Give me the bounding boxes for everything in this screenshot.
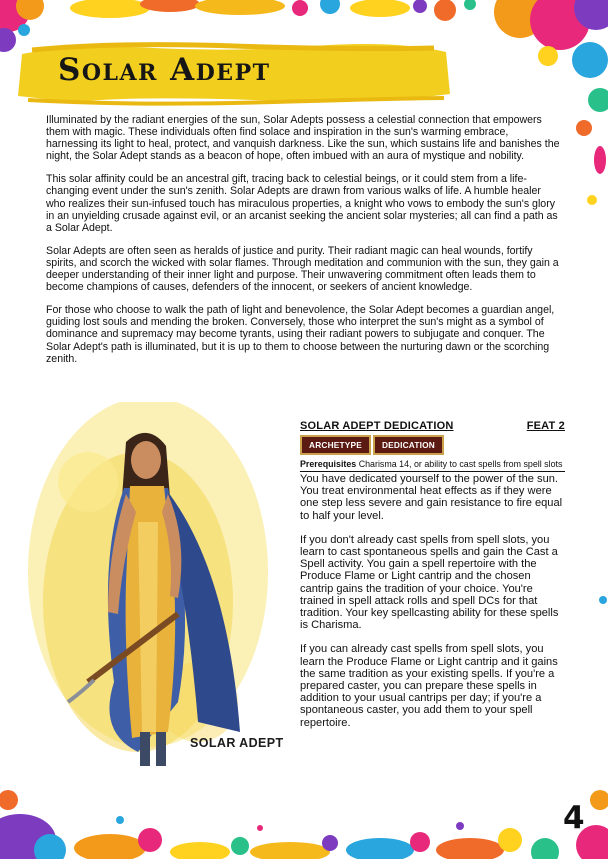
intro-paragraph: Solar Adepts are often seen as heralds of justice and purity. Their radiant magic can heal wounds, fortify spirits, and scorch the wicked with solar flames. Through meditation and communion with the sun, they gain a deeper understanding of their inner light and purpose. Their unwavering commitment often leads them to become champions of causes, defenders of the innocent, or seekers of ancient knowledge. <box>46 244 559 294</box>
solar-adept-illustration <box>28 402 298 774</box>
feat-paragraph: You have dedicated yourself to the power of the sun. You treat environmental heat effects as if they were one step less severe and gain resistance to fire equal to half your level. <box>300 473 563 522</box>
trait-badge-archetype: ARCHETYPE <box>300 435 371 455</box>
feat-description <box>300 473 565 729</box>
intro-paragraph: Illuminated by the radiant energies of the sun, Solar Adepts possess a celestial connection that empowers them with magic. These individuals often find solace and inspiration in the sun's warming embrace, harnessing its light to heal, protect, and vanquish darkness. Like the sun, which sustains life and banishes the night, the Solar Adept stands as a beacon of hope, often imbued with an aura of mystique and nobility. <box>46 114 560 163</box>
page-title: Solar Adept <box>58 52 271 88</box>
trait-list <box>300 435 565 455</box>
feat-paragraph: If you can already cast spells from spell slots, you learn the Produce Flame or Light cantrip and it gains the same tradition as your existing spells. If you're a prepared caster, you can prepare these spells in addition to your usual cantrips per day; if you're a spontaneous caster, you add them to your spell repertoire. <box>300 643 558 729</box>
feat-header <box>300 420 565 432</box>
trait-badge-dedication: DEDICATION <box>373 435 444 455</box>
feat-block <box>300 420 565 741</box>
illustration-caption: SOLAR ADEPT <box>190 736 284 750</box>
feat-level: FEAT 2 <box>526 420 565 432</box>
intro-paragraph: This solar affinity could be an ancestral gift, tracing back to celestial beings, or it could stem from a life-changing event under the sun's zenith. Solar Adepts are drawn from various walks of life. A humble healer who realizes their sun-infused touch has miraculous properties, a knight who vows to embody the sun's glory in an unyielding crusade against evil, or an arcanist seeking the ancient solar mysteries; all can find a path as a Solar Adept. <box>46 173 558 234</box>
prereq-label: Prerequisites <box>300 459 357 469</box>
intro-paragraph: For those who choose to walk the path of light and benevolence, the Solar Adept becomes a guardian angel, guiding lost souls and mending the broken. Conversely, those who interpret the sun's might as a symbol of dominance and supremacy may become tyrants, using their radiant powers to subjugate and conquer. The Solar Adept's path is illuminated, but it is up to them to choose between the nurturing dawn or the scorching zenith. <box>46 304 555 365</box>
feat-name: SOLAR ADEPT DEDICATION <box>300 420 454 432</box>
page-number: 4 <box>563 800 585 836</box>
feat-paragraph: If you don't already cast spells from spell slots, you learn to cast spontaneous spells and gain the Cast a Spell activity. You gain a spell repertoire with the Produce Flame or Light cantrip and the chosen cantrip gains the tradition of your choice. You're trained in spell attack rolls and spell DCs for that tradition. Your key spellcasting ability for these spells is Charisma. <box>300 533 559 632</box>
prereq-text: Charisma 14, or ability to cast spells from spell slots <box>356 459 563 469</box>
intro-text <box>46 114 562 376</box>
feat-prerequisites <box>300 459 565 472</box>
